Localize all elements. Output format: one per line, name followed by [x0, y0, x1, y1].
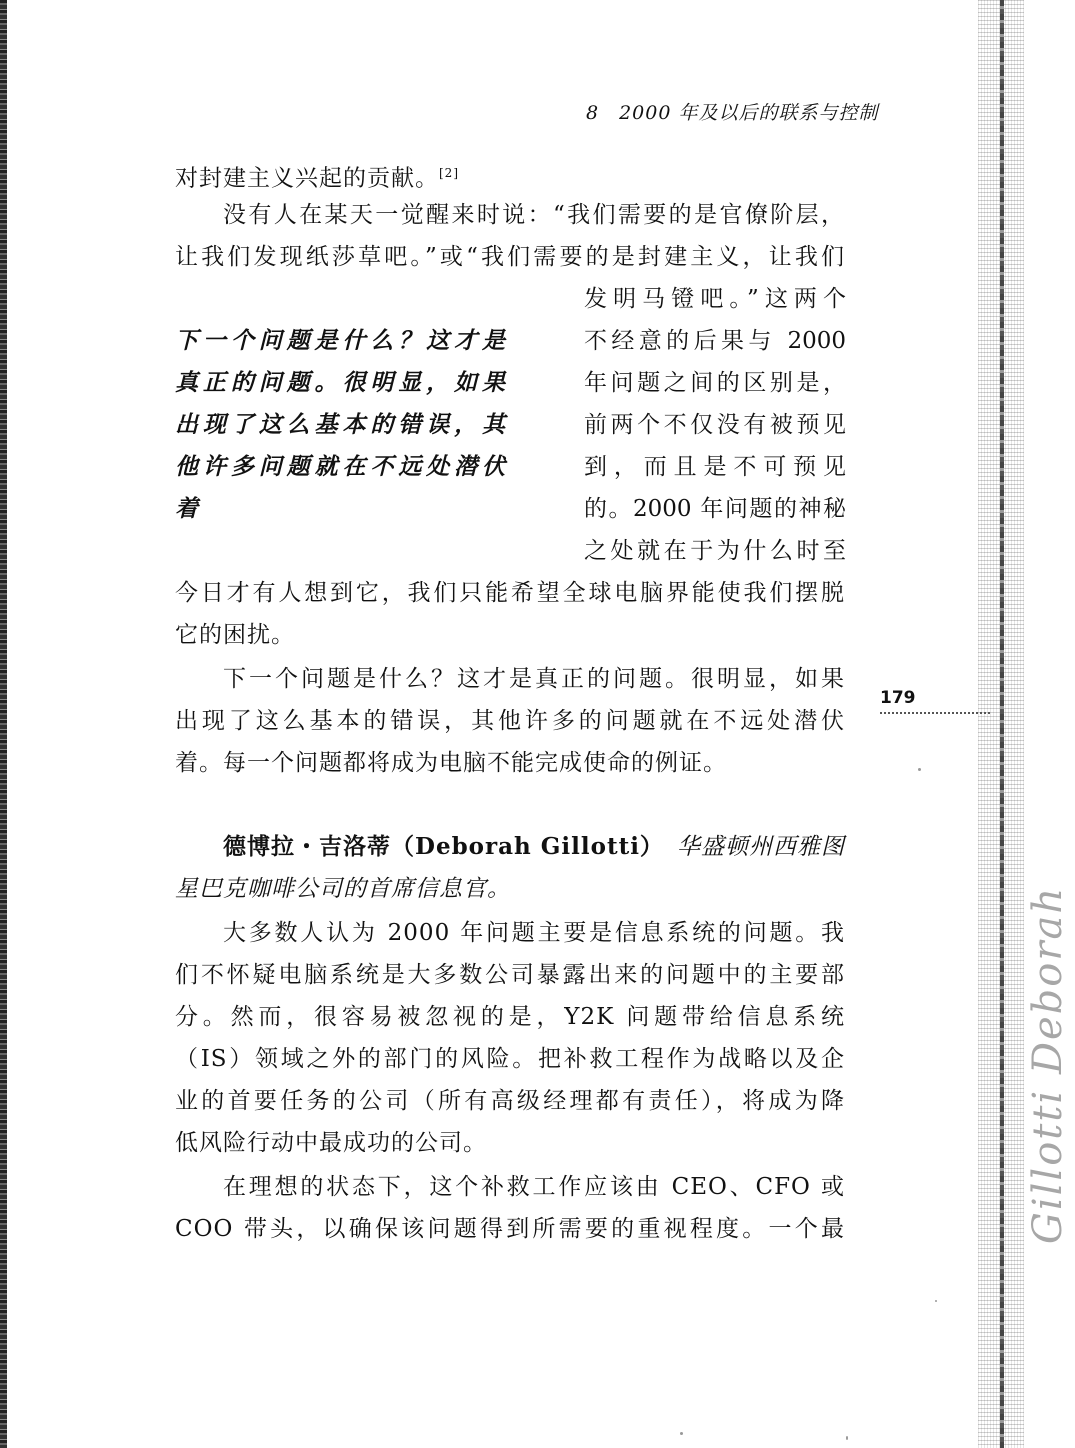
- column-line: 之处就在于为什么时至: [584, 538, 846, 564]
- scan-speck: [935, 1300, 937, 1302]
- text-line: 分。然而，很容易被忽视的是，Y2K 问题带给信息系统: [175, 1004, 845, 1030]
- page-number-rule: [880, 712, 990, 714]
- text-line: （IS）领域之外的部门的风险。把补救工程作为战略以及企: [175, 1046, 845, 1072]
- pullquote-line: 下一个问题是什么？这才是: [175, 327, 505, 354]
- footnote-reference: [2]: [439, 166, 459, 180]
- text-line-9: 着。每一个问题都将成为电脑不能完成使命的例证。: [175, 750, 727, 776]
- text-line-7: 下一个问题是什么？这才是真正的问题。很明显，如果: [223, 666, 845, 692]
- column-line: 的。2000 年问题的神秘: [584, 496, 846, 522]
- text-line-2: 没有人在某天一觉醒来时说：“我们需要的是官僚阶层，: [223, 202, 845, 228]
- text-line: 低风险行动中最成功的公司。: [175, 1130, 487, 1156]
- column-line: 年问题之间的区别是，: [584, 370, 846, 396]
- pullquote-line: 他许多问题就在不远处潜伏: [175, 453, 505, 480]
- text-line: 在理想的状态下，这个补救工作应该由 CEO、CFO 或: [223, 1174, 845, 1200]
- running-head: 8 2000 年及以后的联系与控制: [586, 102, 879, 124]
- pullquote-line: 真正的问题。很明显，如果: [175, 369, 505, 396]
- text-line: 业的首要任务的公司（所有高级经理都有责任），将成为降: [175, 1088, 845, 1114]
- bio-description-1: 华盛顿州西雅图: [677, 834, 845, 860]
- column-line: 不经意的后果与 2000: [584, 328, 846, 354]
- text-line-5: 今日才有人想到它，我们只能希望全球电脑界能使我们摆脱: [175, 580, 845, 606]
- text-line-1: [175, 156, 845, 196]
- scan-edge-right-line: [1000, 0, 1004, 1448]
- text-line: 们不怀疑电脑系统是大多数公司暴露出来的问题中的主要部: [175, 962, 845, 988]
- text-line-6: 它的困扰。: [175, 622, 295, 648]
- scan-speck: [680, 1432, 683, 1435]
- bio-name: 德博拉・吉洛蒂（Deborah Gillotti）: [223, 833, 664, 860]
- bio-line-1: [223, 830, 845, 864]
- scan-speck: [918, 768, 921, 771]
- page-number: 179: [880, 688, 916, 708]
- pullquote-line: 出现了这么基本的错误，其: [175, 411, 505, 438]
- watermark-signature: Gillotti Deborah: [1025, 885, 1071, 1245]
- text-line-1-content: 对封建主义兴起的贡献。: [175, 165, 439, 192]
- bio-description-2: 星巴克咖啡公司的首席信息官。: [175, 876, 511, 902]
- scan-edge-left: [0, 0, 7, 1448]
- text-line-3: 让我们发现纸莎草吧。”或“我们需要的是封建主义，让我们: [175, 244, 845, 270]
- column-line: 前两个不仅没有被预见: [584, 412, 846, 438]
- text-line: 大多数人认为 2000 年问题主要是信息系统的问题。我: [223, 920, 845, 946]
- text-line-8: 出现了这么基本的错误，其他许多的问题就在不远处潜伏: [175, 708, 845, 734]
- text-line-4: 发明马镫吧。”这两个: [584, 286, 846, 312]
- column-line: 到，而且是不可预见: [584, 454, 846, 480]
- scan-speck: [846, 1436, 848, 1440]
- text-line: COO 带头，以确保该问题得到所需要的重视程度。一个最: [175, 1216, 845, 1242]
- pullquote-line: 着: [175, 495, 198, 522]
